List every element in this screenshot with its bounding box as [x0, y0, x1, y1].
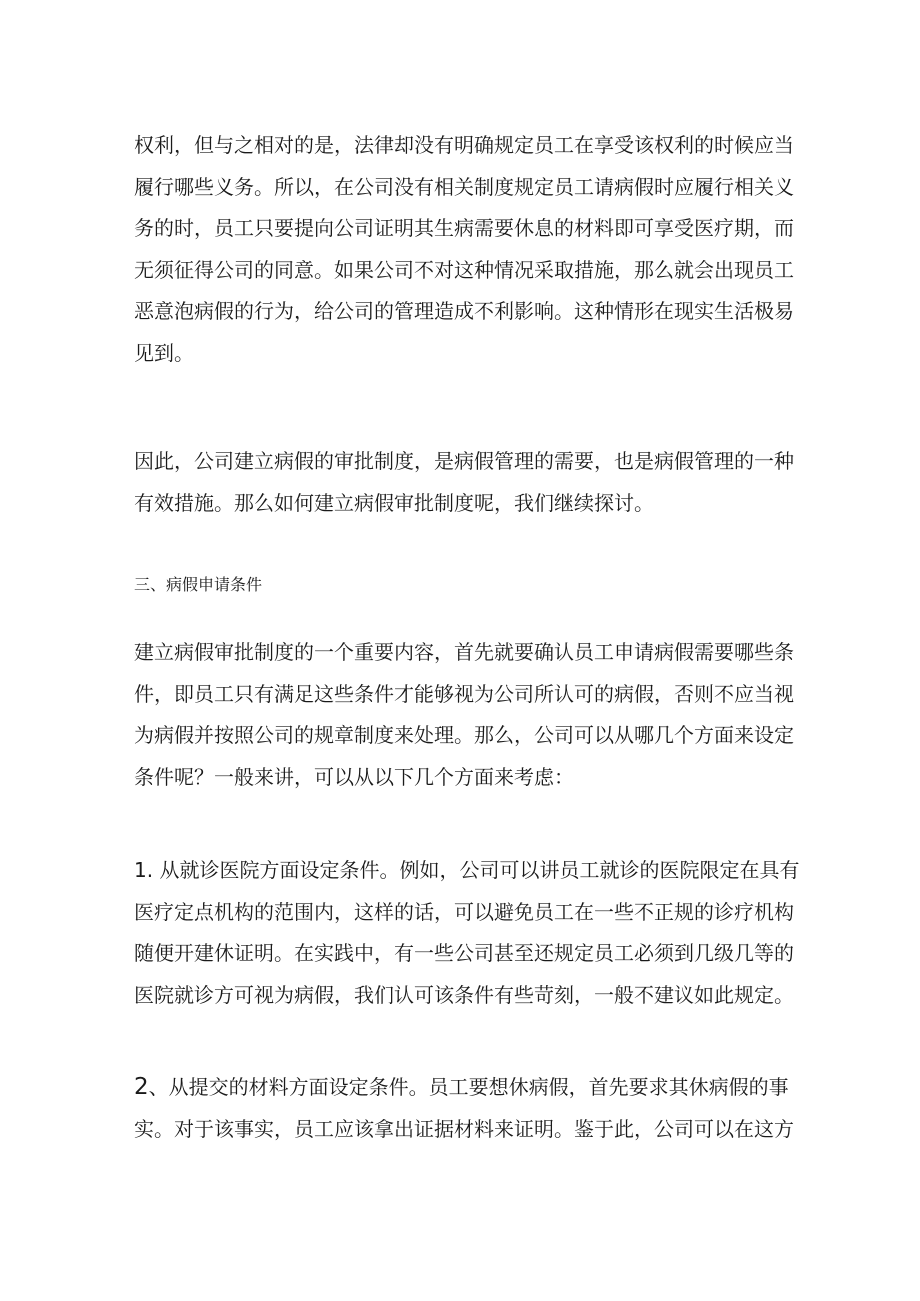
text-line: 随便开建休证明。在实践中，有一些公司甚至还规定员工必须到几级几等的 — [134, 941, 794, 965]
text-line: 为病假并按照公司的规章制度来处理。那么，公司可以从哪几个方面来设定 — [134, 723, 794, 747]
text-line: 医院就诊方可视为病假，我们认可该条件有些苛刻，一般不建议如此规定。 — [134, 982, 794, 1007]
paragraph-condition-hospital — [134, 850, 800, 1016]
text-line: 务的时，员工只要提向公司证明其生病需要休息的材料即可享受医疗期，而 — [134, 216, 794, 240]
text-line: 建立病假审批制度的一个重要内容，首先就要确认员工申请病假需要哪些条 — [134, 640, 794, 664]
text-line — [134, 1067, 794, 1109]
text-line: 见到。 — [134, 340, 194, 365]
text-line: 实。对于该事实，员工应该拿出证据材料来证明。鉴于此，公司可以在这方 — [134, 1116, 794, 1141]
text-line: 恶意泡病假的行为，给公司的管理造成不利影响。这种情形在现实生活极易 — [134, 299, 794, 323]
text-line: 医疗定点机构的范围内，这样的话，可以避免员工在一些不正规的诊疗机构 — [134, 899, 794, 924]
text-line: 条件呢？一般来讲，可以从以下几个方面来考虑： — [134, 764, 574, 789]
section-heading: 三、病假申请条件 — [134, 575, 263, 594]
text-line: 履行哪些义务。所以，在公司没有相关制度规定员工请病假时应履行相关义 — [134, 174, 794, 199]
text-line: 无须征得公司的同意。如果公司不对这种情况采取措施，那么就会出现员工 — [134, 257, 794, 282]
text-line: 因此，公司建立病假的审批制度，是病假管理的需要，也是病假管理的一种 — [134, 449, 794, 473]
paragraph-approval-system — [134, 441, 794, 524]
paragraph-condition-materials — [134, 1067, 794, 1150]
text-line: 权利，但与之相对的是，法律却没有明确规定员工在享受该权利的时候应当 — [134, 133, 794, 157]
text-line: 件，即员工只有满足这些条件才能够视为公司所认可的病假，否则不应当视 — [134, 681, 794, 706]
text-segment: 、从提交的材料方面设定条件。员工要想休病假，首先要求其休病假的事 — [148, 1075, 789, 1099]
paragraph-conditions-intro — [134, 632, 794, 798]
text-line: 1. 从就诊医院方面设定条件。例如，公司可以讲员工就诊的医院限定在具有 — [134, 858, 800, 882]
paragraph-rights — [134, 125, 794, 374]
text-line: 有效措施。那么如何建立病假审批制度呢，我们继续探讨。 — [134, 490, 654, 515]
list-number: 2 — [134, 1074, 149, 1100]
